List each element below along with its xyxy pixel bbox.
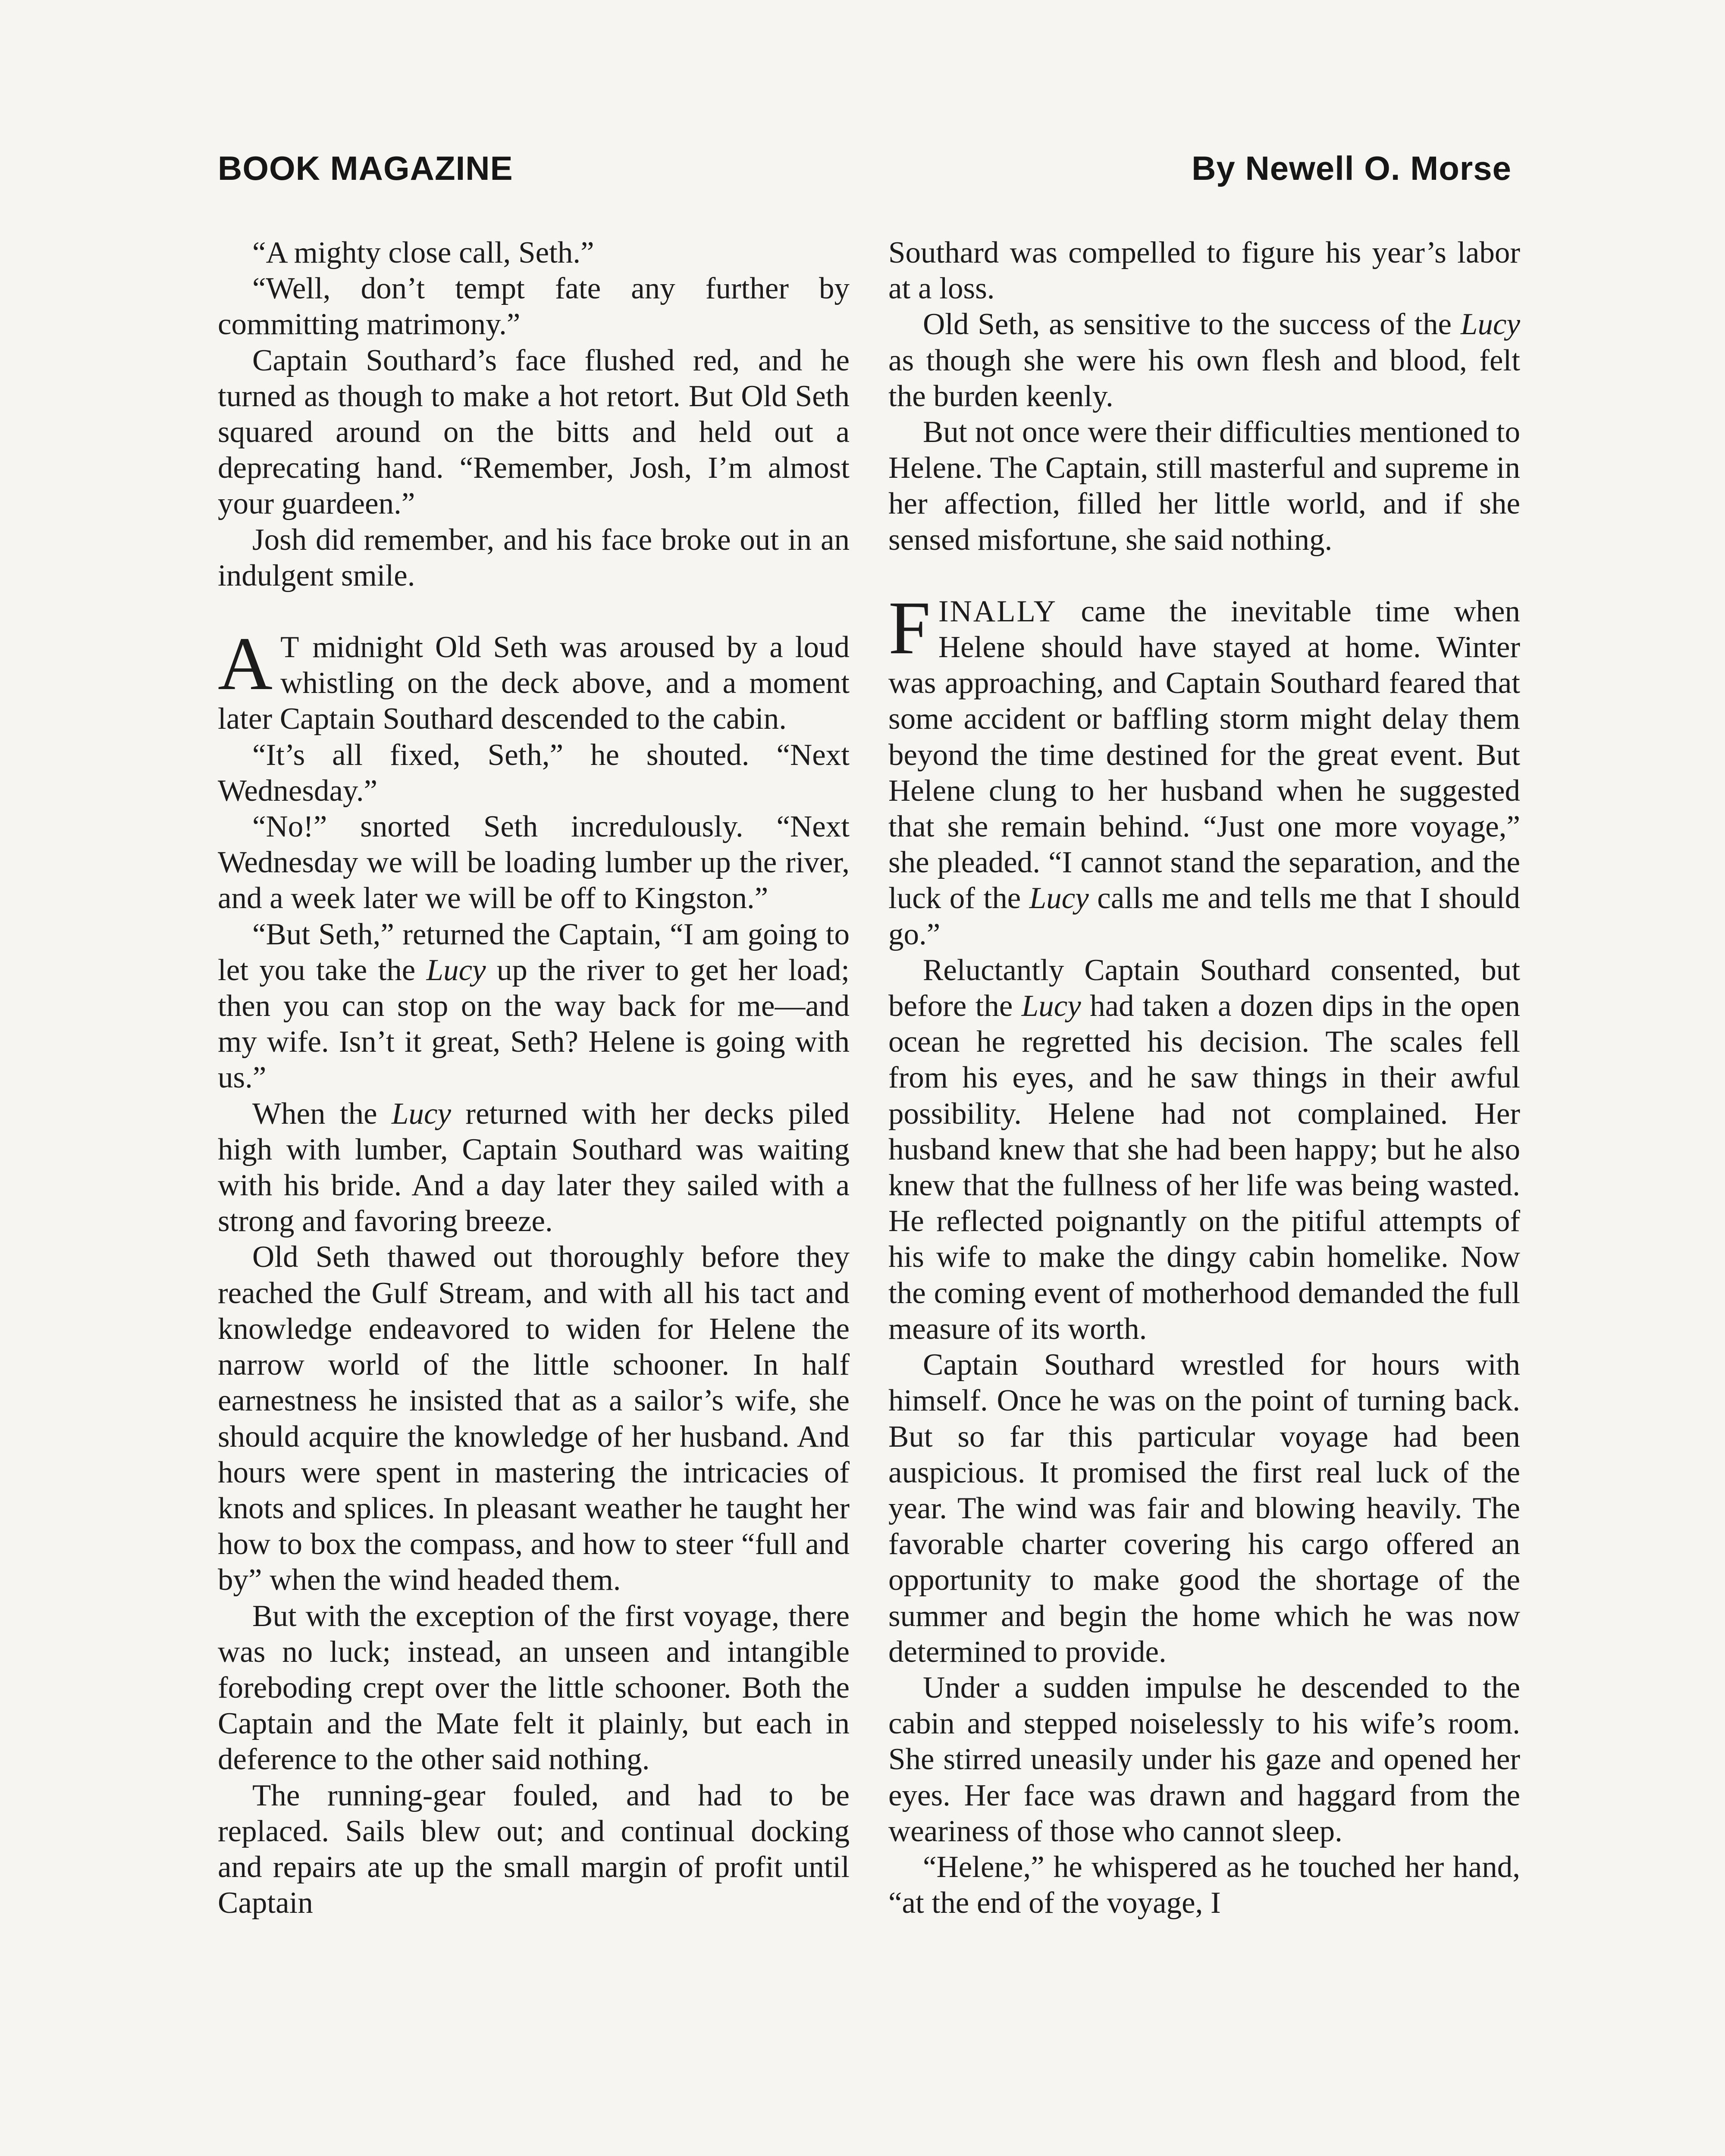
paragraph-text: returned with her decks piled high with lumber, Captain Southard was waiting with his bride. And a day later they sailed with a strong and favoring breeze. <box>218 1097 850 1238</box>
text-column-right <box>888 235 1520 1921</box>
paragraph: The running-gear fouled, and had to be replaced. Sails blew out; and continual docking and repairs ate up the small margin of profit until Captain <box>218 1778 850 1920</box>
paragraph: “A mighty close call, Seth.” <box>252 236 594 270</box>
paragraph: “It’s all fixed, Seth,” he shouted. “Next Wednesday.” <box>218 738 850 808</box>
paragraph <box>218 917 850 1096</box>
paragraph-text: When the <box>252 1097 392 1131</box>
paragraph <box>218 1096 850 1240</box>
paragraph: Old Seth thawed out thoroughly before they reached the Gulf Stream, and with all his tact and knowledge endeavored to widen for Helene the narrow world of the little schooner. In half earnestness he insisted that as a sailor’s wife, she should acquire the knowledge of her husband. And hours were spent in mastering the intricacies of knots and splices. In pleasant weather he taught her how to box the compass, and how to steer “full and by” when the wind headed them. <box>218 1240 850 1597</box>
paragraph-text: midnight Old Seth was aroused by a loud whistling on the deck above, and a moment later Captain Southard descended to the cabin. <box>218 630 850 736</box>
paragraph-continued: Southard was compelled to figure his year’s labor at a loss. <box>888 236 1520 306</box>
paragraph-text: up the river to get her load; then you can stop on the way back for me—and my wife. Isn’t it great, Seth? Helene is going with us.” <box>218 953 850 1095</box>
paragraph-text: as though she were his own flesh and blood, felt the burden keenly. <box>888 343 1520 413</box>
ship-name: Lucy <box>1460 307 1520 342</box>
running-head-title: BOOK MAGAZINE <box>218 149 513 187</box>
paragraph: “Helene,” he whispered as he touched her hand, “at the end of the voyage, I <box>888 1850 1520 1920</box>
ship-name: Lucy <box>392 1097 452 1131</box>
drop-cap: F <box>888 586 931 670</box>
paragraph <box>888 953 1520 1347</box>
ship-name: Lucy <box>1029 881 1089 915</box>
paragraph-text: Reluctantly Captain Southard consented, but before the <box>888 953 1520 1023</box>
paragraph-text: had taken a dozen dips in the open ocean he regretted his decision. The scales fell from his eyes, and he saw things in their awful possibility. Helene had not complained. Her husband knew that she had been happy; but he also knew that the fullness of her life was being wasted. He reflected poignantly on the pitiful attempts of his wife to make the dingy cabin homelike. Now the coming event of motherhood demanded the full measure of its worth. <box>888 989 1520 1346</box>
running-head-author: By Newell O. Morse <box>1192 149 1512 187</box>
paragraph: Under a sudden impulse he descended to the cabin and stepped noiselessly to his wife’s room. She stirred uneasily under his gaze and opened her eyes. Her face was drawn and haggard from the weariness of those who cannot sleep. <box>888 1670 1520 1848</box>
paragraph-text: Old Seth, as sensitive to the success of the <box>923 307 1461 342</box>
paragraph-text: calls me and tells me that I should go.” <box>888 881 1520 951</box>
lead-in-text: T <box>280 630 301 664</box>
paragraph-text: came the inevitable time when Helene should have stayed at home. Winter was approaching, and Captain Southard feared that some accident or baffling storm might delay them beyond the time destined for the great event. But Helene clung to her husband when he suggested that she remain behind. “Just one more voyage,” she pleaded. “I cannot stand the separation, and the luck of the <box>888 594 1520 915</box>
lead-in-text: INALLY <box>938 594 1057 628</box>
paragraph: “Well, don’t tempt fate any further by committing matrimony.” <box>218 272 850 342</box>
drop-cap: A <box>218 622 273 706</box>
paragraph: But with the exception of the first voyage, there was no luck; instead, an unseen and intangible foreboding crept over the little schooner. Both the Captain and the Mate felt it plainly, but each in deference to the other said nothing. <box>218 1599 850 1777</box>
section-opening-paragraph <box>888 586 1520 953</box>
paragraph <box>888 307 1520 414</box>
paragraph: Josh did remember, and his face broke out in an indulgent smile. <box>218 523 850 592</box>
paragraph: “No!” snorted Seth incredulously. “Next Wednesday we will be loading lumber up the river, and a week later we will be off to Kingston.” <box>218 810 850 915</box>
text-column-left <box>218 235 850 1921</box>
section-opening-paragraph <box>218 622 850 737</box>
paragraph: But not once were their difficulties mentioned to Helene. The Captain, still masterful and supreme in her affection, filled her little world, and if she sensed misfortune, she said nothing. <box>888 415 1520 557</box>
ship-name: Lucy <box>426 953 486 987</box>
paragraph: Captain Southard’s face flushed red, and he turned as though to make a hot retort. But Old Seth squared around on the bitts and held out a deprecating hand. “Remember, Josh, I’m almost your guardeen.” <box>218 343 850 521</box>
ship-name: Lucy <box>1021 989 1081 1023</box>
paragraph-text: “But Seth,” returned the Captain, “I am going to let you take the <box>218 917 850 987</box>
paragraph: Captain Southard wrestled for hours with himself. Once he was on the point of turning back. But so far this particular voyage had been auspicious. It promised the first real luck of the year. The wind was fair and blowing heavily. The favorable charter covering his cargo offered an opportunity to make good the shortage of the summer and begin the home which he was now determined to provide. <box>888 1348 1520 1669</box>
